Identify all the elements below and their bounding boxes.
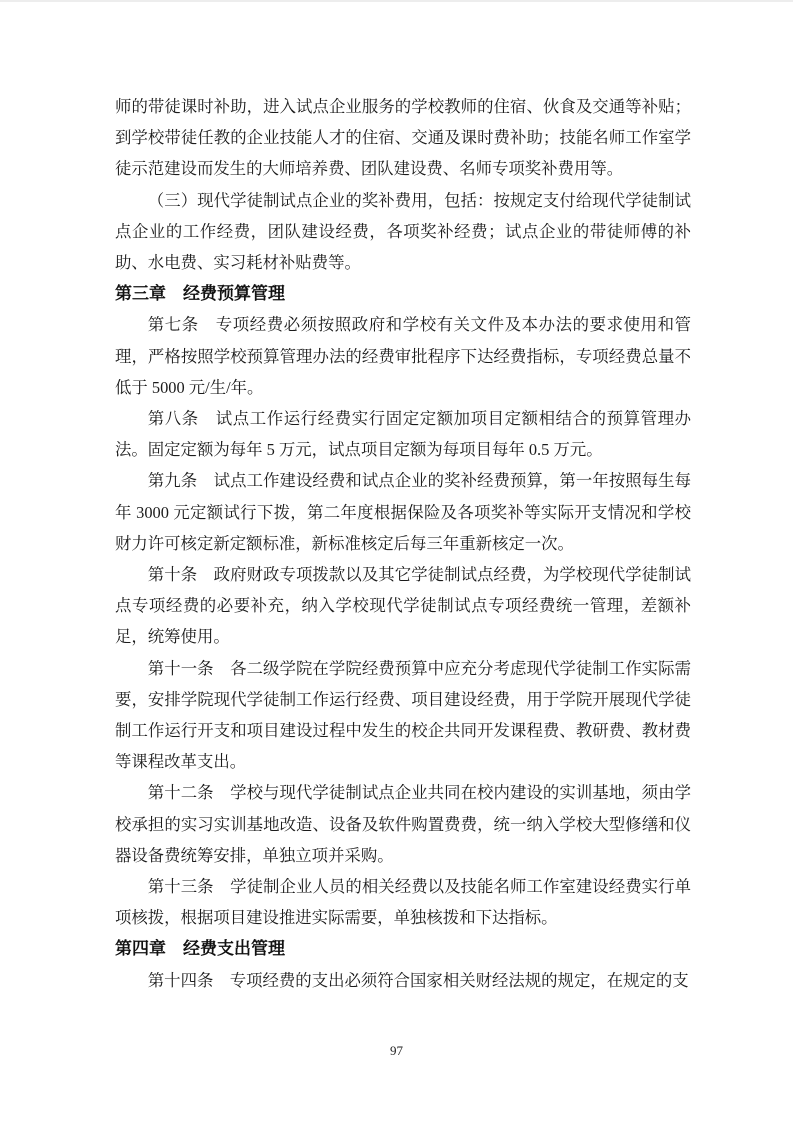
chapter-3-heading: 第三章 经费预算管理 [115,284,285,304]
page-number: 97 [390,1043,403,1058]
article-8-paragraph: 第八条 试点工作运行经费实行固定定额加项目定额相结合的预算管理办法。固定定额为每年 5 万元，试点项目定额为每项目每年 0.5 万元。 [115,409,691,460]
article-14-paragraph: 第十四条 专项经费的支出必须符合国家相关财经法规的规定，在规定的支 [147,970,689,990]
article-9-paragraph: 第九条 试点工作建设经费和试点企业的奖补经费预算，第一年按照每生每年 3000 元定额试行下拨，第二年度根据保险及各项奖补等实际开支情况和学校财力许可核定新定额标准，新标准核定后每三年重新核定一次。 [115,471,691,553]
paragraph-continued-from-previous-page: 师的带徒课时补助，进入试点企业服务的学校教师的住宿、伙食及交通等补贴；到学校带徒任教的企业技能人才的住宿、交通及课时费补助；技能名师工作室学徒示范建设而发生的大师培养费、团队建设费、名师专项奖补费用等。 [115,97,691,179]
paragraph-item-three: （三）现代学徒制试点企业的奖补费用，包括：按规定支付给现代学徒制试点企业的工作经费，团队建设经费，各项奖补经费；试点企业的带徒师傅的补助、水电费、实习耗材补贴费等。 [115,190,691,273]
article-12-paragraph: 第十二条 学校与现代学徒制试点企业共同在校内建设的实训基地，须由学校承担的实习实训基地改造、设备及软件购置费费，统一纳入学校大型修缮和仪器设备费统筹安排，单独立项并采购。 [115,783,691,865]
chapter-4-heading: 第四章 经费支出管理 [115,939,285,959]
article-7-paragraph: 第七条 专项经费必须按照政府和学校有关文件及本办法的要求使用和管理，严格按照学校预算管理办法的经费审批程序下达经费指标，专项经费总量不低于 5000 元/生/年。 [115,315,691,397]
article-11-paragraph: 第十一条 各二级学院在学院经费预算中应充分考虑现代学徒制工作实际需要，安排学院现代学徒制工作运行经费、项目建设经费，用于学院开展现代学徒制工作运行开支和项目建设过程中发生的校企共同开发课程费、教研费、教材费等课程改革支出。 [115,658,691,772]
article-13-paragraph: 第十三条 学徒制企业人员的相关经费以及技能名师工作室建设经费实行单项核拨，根据项目建设推进实际需要，单独核拨和下达指标。 [115,877,691,928]
document-body [115,91,691,996]
article-10-paragraph: 第十条 政府财政专项拨款以及其它学徒制试点经费，为学校现代学徒制试点专项经费的必要补充，纳入学校现代学徒制试点专项经费统一管理，差额补足，统筹使用。 [115,565,691,647]
page-footer [0,1043,793,1059]
